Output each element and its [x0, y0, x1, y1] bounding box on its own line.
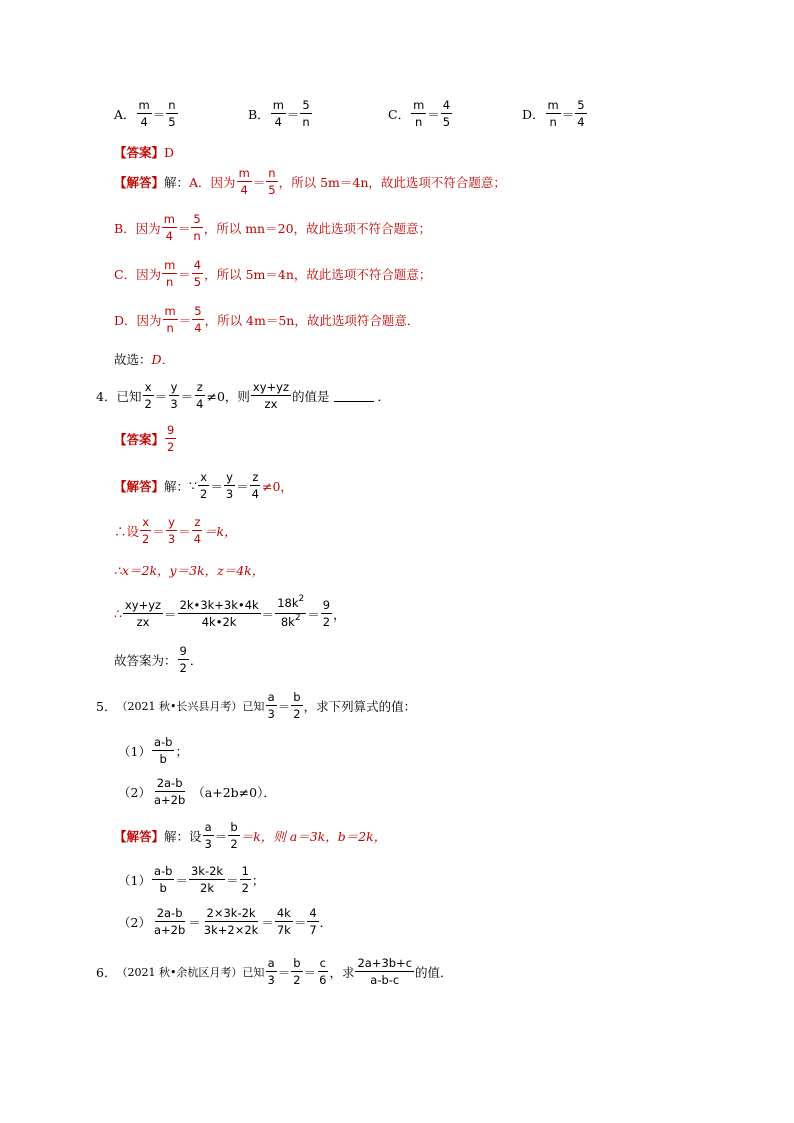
fraction: z 4	[196, 380, 204, 411]
fraction: z 4	[251, 470, 259, 501]
fraction: n 5	[268, 166, 276, 197]
fraction: xy+yz zx	[124, 598, 162, 629]
q5-part-1: （1） a-b b ；	[118, 735, 188, 766]
q3-choose: 故选： D．	[114, 352, 175, 367]
fraction: m n	[164, 258, 176, 289]
fraction: 9 2	[322, 598, 331, 629]
fraction: b 2	[293, 956, 301, 987]
answer-blank	[334, 389, 374, 402]
q4-solution-4: ∴ xy+yz zx ＝ 2k•3k+3k•4k 4k•2k ＝ $18k^2$ $8k^2$ ＝ 9 2 ，	[114, 594, 346, 629]
q5-solution: 【解答】 解：设 a 3 ＝ b 2 ＝k，则 a＝3k，b＝2k，	[114, 820, 387, 851]
fraction: a-b b	[153, 864, 173, 895]
option-b: B． m 4 ＝ 5 n	[248, 98, 310, 129]
q5-question: 5． （2021 秋•长兴县月考）已知 a 3 ＝ b 2 ，求下列算式的值：	[96, 690, 417, 721]
fraction: 3k-2k 2k	[190, 864, 224, 895]
q4-question: 4． 已知 x 2 ＝ y 3 ＝ z 4 ≠0，则 xy+yz zx 的值是 ．	[96, 380, 391, 411]
fraction: 4 7	[309, 906, 317, 937]
fraction: b 2	[230, 820, 238, 851]
fraction: 2a-b a+2b	[153, 776, 186, 807]
fraction: m 4	[163, 212, 175, 243]
fraction: 4 5	[442, 98, 451, 129]
fraction: 4k 7k	[276, 906, 291, 937]
option-c: C． m n ＝ 4 5	[388, 98, 451, 129]
fraction: z 4	[193, 515, 202, 546]
fraction: 9 2	[167, 423, 175, 454]
fraction: a-b b	[153, 735, 173, 766]
fraction: 5 n	[193, 212, 201, 243]
q4-solution-3: ∴x＝2k，y＝3k，z＝4k，	[114, 563, 265, 578]
fraction: 5 4	[577, 98, 585, 129]
q5-solution-1: （1） a-b b ＝ 3k-2k 2k ＝ 1 2 ；	[118, 864, 265, 895]
fraction: m 4	[238, 166, 250, 197]
fraction: y 3	[225, 470, 234, 501]
q3-solution-a: 【解答】 解： A．因为 m 4 ＝ n 5 ，所以 5m＝4n，故此选项不符合题意；	[114, 166, 506, 197]
fraction: 4 5	[193, 258, 202, 289]
fraction: 5 4	[194, 304, 202, 335]
fraction: y 3	[167, 515, 176, 546]
fraction: a 3	[204, 820, 212, 851]
fraction: m 4	[272, 98, 284, 129]
fraction: x 2	[199, 470, 208, 501]
q5-part-2: （2） 2a-b a+2b （a+2b≠0）．	[118, 776, 276, 807]
fraction: 9 2	[179, 644, 187, 675]
q6-question: 6． （2021 秋•余杭区月考）已知 a 3 ＝ b 2 ＝ c 6 ，求 2a+3b+c a-b-c 的值．	[96, 956, 453, 987]
fraction: 2a+3b+c a-b-c	[357, 956, 413, 987]
option-d: D． m n ＝ 5 4	[522, 98, 585, 129]
fraction: m n	[547, 98, 559, 129]
fraction: 2×3k-2k 3k+2×2k	[203, 906, 259, 937]
fraction: x 2	[144, 380, 152, 411]
q4-solution-1: 【解答】 解： ∵ x 2 ＝ y 3 ＝ z 4 ≠0，	[114, 470, 293, 501]
q5-solution-2: （2） 2a-b a+2b ＝ 2×3k-2k 3k+2×2k ＝ 4k 7k ＝ 4 7 ．	[118, 906, 333, 937]
fraction: a 3	[267, 956, 275, 987]
fraction: y 3	[170, 380, 178, 411]
fraction: xy+yz zx	[252, 380, 290, 411]
fraction: 2a-b a+2b	[153, 906, 186, 937]
fraction: 1 2	[241, 864, 249, 895]
fraction: m n	[413, 98, 425, 129]
fraction: 5 n	[302, 98, 310, 129]
fraction: n 5	[168, 98, 176, 129]
q3-answer: 【答案】 D	[114, 144, 175, 160]
fraction: $18k^2$ $8k^2$	[277, 594, 305, 629]
q4-answer: 【答案】 9 2	[114, 423, 175, 454]
fraction: x 2	[142, 515, 150, 546]
fraction: a 3	[267, 690, 275, 721]
fraction: m 4	[138, 98, 150, 129]
fraction: m n	[164, 304, 176, 335]
q4-answer-line: 故答案为： 9 2 ．	[114, 644, 203, 675]
option-a: A． m 4 ＝ n 5	[114, 98, 176, 129]
q4-solution-2: ∴设 x 2 ＝ y 3 ＝ z 4 ＝k，	[114, 515, 237, 546]
fraction: b 2	[293, 690, 301, 721]
q3-solution-c: C．因为 m n ＝ 4 5 ，所以 5m＝4n，故此选项不符合题意；	[114, 258, 432, 289]
fraction: 2k•3k+3k•4k 4k•2k	[179, 598, 259, 629]
q3-solution-b: B．因为 m 4 ＝ 5 n ，所以 mn＝20，故此选项不符合题意；	[114, 212, 432, 243]
fraction: c 6	[319, 956, 327, 987]
q3-solution-d: D．因为 m n ＝ 5 4 ，所以 4m＝5n，故此选项符合题意．	[114, 304, 420, 335]
